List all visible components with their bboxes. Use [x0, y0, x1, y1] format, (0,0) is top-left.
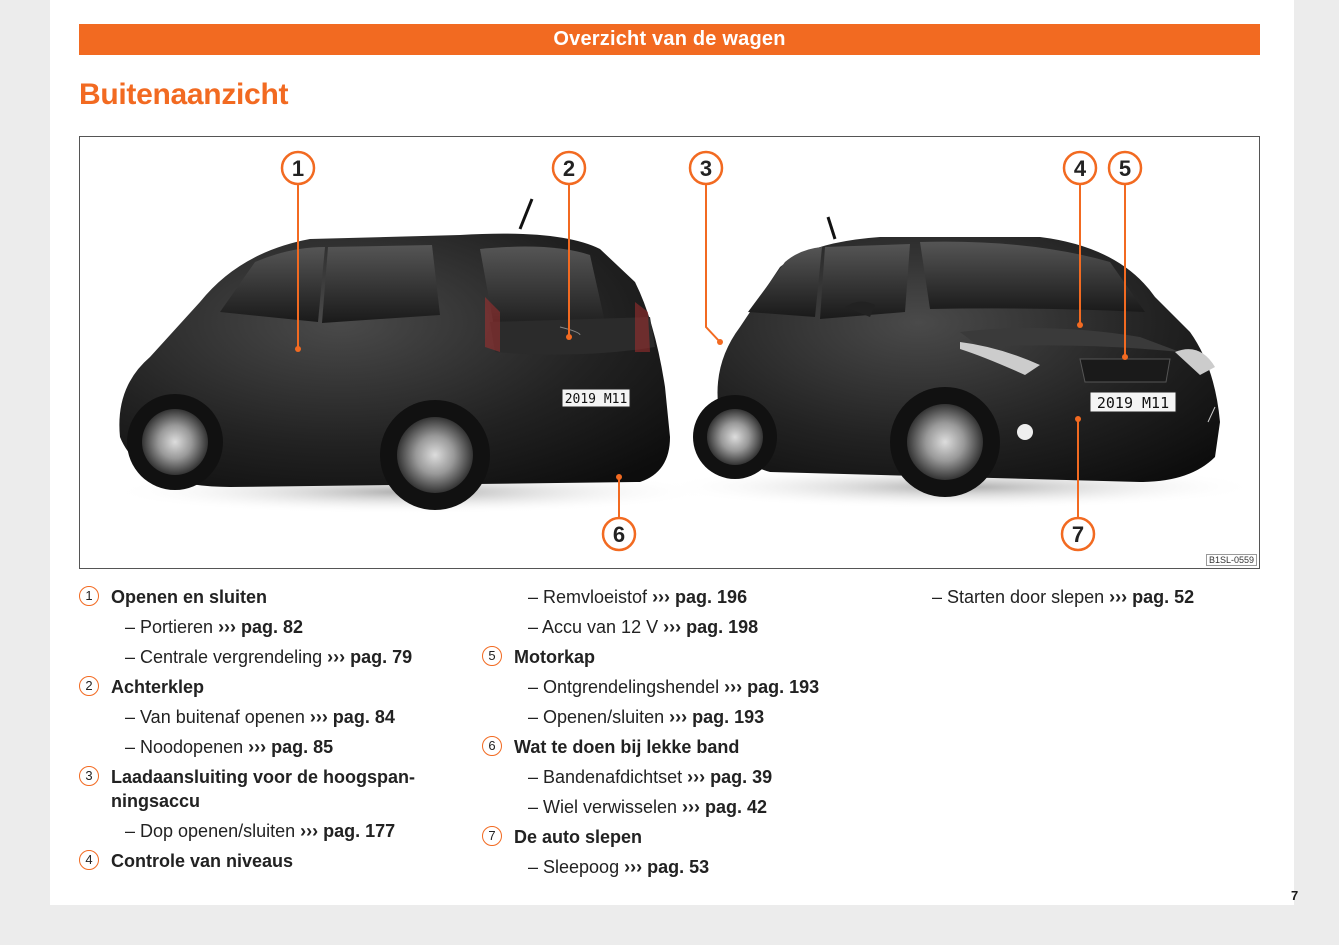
sub-item[interactable]: – Remvloeistof ››› pag. 196	[528, 587, 748, 607]
front-license-plate: 2019 M11	[1096, 394, 1170, 412]
svg-text:5: 5	[1118, 156, 1132, 181]
item-title: Achterklep	[111, 677, 205, 697]
sub-item[interactable]: – Centrale vergrendeling ››› pag. 79	[125, 647, 413, 667]
callout-5	[1109, 152, 1141, 184]
callout-2	[553, 152, 585, 184]
page-reference-link[interactable]: ››› pag. 42	[682, 797, 768, 817]
svg-text:6: 6	[612, 522, 626, 547]
legend-item-4	[79, 849, 479, 873]
sub-item[interactable]: – Ontgrendelingshendel ››› pag. 193	[528, 677, 820, 697]
chapter-header: Overzicht van de wagen	[79, 24, 1260, 55]
front-three-quarter-car	[660, 217, 1259, 509]
callout-1	[282, 152, 314, 184]
item-number-badge: 7	[482, 826, 502, 846]
item-number-badge: 1	[79, 586, 99, 606]
figure-code: B1SL-0559	[1206, 554, 1257, 566]
item-number-badge: 3	[79, 766, 99, 786]
item-number-badge: 2	[79, 676, 99, 696]
sub-item[interactable]: – Sleepoog ››› pag. 53	[528, 857, 710, 877]
page-reference-link[interactable]: ››› pag. 196	[652, 587, 748, 607]
sub-item[interactable]: – Noodopenen ››› pag. 85	[125, 737, 334, 757]
callout-6	[603, 518, 635, 550]
legend-item-7	[482, 825, 882, 879]
page-reference-link[interactable]: ››› pag. 39	[687, 767, 773, 787]
svg-text:2: 2	[562, 156, 576, 181]
legend-column-1	[79, 585, 479, 873]
section-title: Buitenaanzicht	[79, 78, 289, 111]
page-reference-link[interactable]: ››› pag. 79	[327, 647, 413, 667]
item-title: Motorkap	[514, 647, 595, 667]
item-title: Wat te doen bij lekke band	[514, 737, 740, 757]
page-reference-link[interactable]: ››› pag. 84	[309, 707, 395, 727]
callout-7	[1062, 518, 1094, 550]
page-reference-link[interactable]: ››› pag. 193	[669, 707, 765, 727]
legend-item-5	[482, 645, 882, 729]
vehicle-illustration	[80, 137, 1259, 568]
vehicle-exterior-figure	[79, 136, 1260, 569]
rear-three-quarter-car	[110, 199, 710, 514]
sub-item[interactable]: – Accu van 12 V ››› pag. 198	[528, 617, 759, 637]
sub-item[interactable]: – Portieren ››› pag. 82	[125, 617, 304, 637]
legend-column-2	[482, 585, 882, 879]
legend-item-1	[79, 585, 479, 669]
sub-item[interactable]: – Wiel verwisselen ››› pag. 42	[528, 797, 768, 817]
sub-item[interactable]: – Starten door slepen ››› pag. 52	[932, 587, 1195, 607]
page-reference-link[interactable]: ››› pag. 198	[663, 617, 759, 637]
page-reference-link[interactable]: ››› pag. 82	[218, 617, 304, 637]
page-reference-link[interactable]: ››› pag. 85	[248, 737, 334, 757]
svg-text:1: 1	[291, 156, 305, 181]
sub-item[interactable]: – Dop openen/sluiten ››› pag. 177	[125, 821, 396, 841]
item-title: De auto slepen	[514, 827, 643, 847]
svg-text:3: 3	[699, 156, 713, 181]
page-reference-link[interactable]: ››› pag. 53	[624, 857, 710, 877]
page-reference-link[interactable]: ››› pag. 193	[724, 677, 820, 697]
item-number-badge: 4	[79, 850, 99, 870]
page-reference-link[interactable]: ››› pag. 52	[1109, 587, 1195, 607]
item-title: Controle van niveaus	[111, 851, 294, 871]
svg-text:7: 7	[1071, 522, 1085, 547]
item-title-continued: ningsaccu	[111, 791, 201, 811]
item-number-badge: 5	[482, 646, 502, 666]
item-number-badge: 6	[482, 736, 502, 756]
legend-item-3	[79, 765, 479, 843]
callout-3	[690, 152, 722, 184]
sub-item[interactable]: – Van buitenaf openen ››› pag. 84	[125, 707, 395, 727]
page-number: 7	[1291, 888, 1299, 903]
rear-license-plate: 2019 M11	[564, 392, 628, 407]
legend-column-3	[886, 585, 1266, 609]
item-title: Openen en sluiten	[111, 587, 268, 607]
sub-item[interactable]: – Bandenafdichtset ››› pag. 39	[528, 767, 773, 787]
item-title: Laadaansluiting voor de hoogspan-	[111, 767, 416, 787]
legend-item-6	[482, 735, 882, 819]
callout-4	[1064, 152, 1096, 184]
page-reference-link[interactable]: ››› pag. 177	[300, 821, 396, 841]
svg-text:4: 4	[1073, 156, 1087, 181]
legend-item-2	[79, 675, 479, 759]
sub-item[interactable]: – Openen/sluiten ››› pag. 193	[528, 707, 765, 727]
